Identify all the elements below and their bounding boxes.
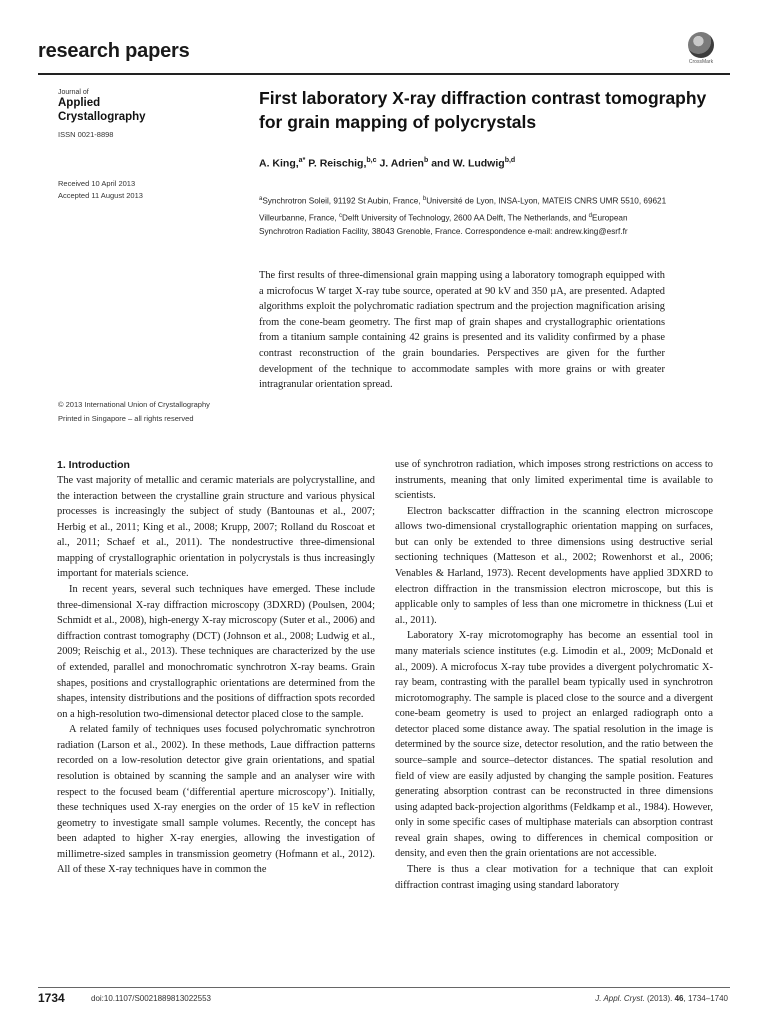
author-affil-mark: b,c (366, 157, 377, 164)
affil-mark: b (422, 196, 427, 202)
section-heading: 1. Introduction (57, 459, 130, 471)
affil-mark: c (338, 212, 342, 219)
affil-mark: a (259, 196, 263, 202)
citation-volume: 46 (674, 994, 684, 1003)
article-title: First laboratory X-ray diffraction contrast tomography for grain mapping of polycrystals (259, 88, 707, 132)
accepted-date: Accepted 11 August 2013 (58, 191, 143, 200)
received-date: Received 10 April 2013 (58, 179, 136, 188)
journal-block (58, 89, 146, 139)
paragraph: Laboratory X-ray microtomography has become an essential tool in many materials science institutes (e.g. Limodin et al., 2009; McDonald et al., 2009). A microfocus X-ray tube provides a divergent polychromatic X-ray beam, contrasting with the parallel beam typically used in synchrotron microtomography. The sample is placed close to the source and a divergent cone-beam geometry is used to project an enlarged radiograph onto a detector placed some distance away. The spatial resolution in the image is determined by the source size, detector resolution, and the ratio between the source–sample and source–detector distances. The spatial resolution and field of view are easily adjusted by changing the sample position. Features generating absorption contrast can be reconstructed in three dimensions using adapted back-projection algorithms (Feldkamp et al., 1984). However, only in some specific cases of multiphase materials can absorption contrast reveal grain shapes, owing to differences in chemical composition or density, and even then the grain orientations are not accessible. (395, 630, 713, 860)
paragraph: use of synchrotron radiation, which imposes strong restrictions on access to instruments, meaning that only limited experimental time is available to scientists. (395, 459, 713, 502)
citation-year: (2013). (644, 994, 675, 1003)
affil-text: European Synchrotron Radiation Facility, 38043 Grenoble, France. Correspondence e-mail: andrew.king@esrf.fr (259, 213, 628, 237)
crossmark-badge[interactable] (686, 32, 716, 65)
author-affil-mark: b,d (504, 157, 516, 164)
paragraph: In recent years, several such techniques have emerged. These include three-dimensional X-ray diffraction microscopy (3DXRD) (Poulsen, 2004; Schmidt et al., 2008), high-energy X-ray microscopy (Suter et al., 2006) and diffraction contrast tomography (DCT) (Johnson et al., 2008; Ludwig et al., 2009; Reischig et al., 2013). These techniques are characterized by the use of extended, parallel and monochromatic synchrotron X-ray beams. Grain shapes, positions and crystallographic orientations are determined from the shapes, intensity distributions and the positions of diffraction spots recorded on a high-resolution two-dimensional detector placed close to the sample. (57, 584, 375, 720)
paragraph: There is thus a clear motivation for a technique that can exploit diffraction contrast imaging using standard laboratory (395, 864, 713, 891)
paragraph: The vast majority of metallic and ceramic materials are polycrystalline, and the interaction between the crystalline grain structure and various physical processes is increasingly the subject of study (Bantounas et al., 2007; Herbig et al., 2011; King et al., 2008; Krupp, 2007; Rolland du Roscoat et al., 2011; Schaef et al., 2011). The nondestructive three-dimensional mapping of crystallographic orientation in polycrystals is thus increasingly important for materials science. (57, 475, 375, 580)
paragraph: Electron backscatter diffraction in the scanning electron microscope allows two-dimensional crystallographic orientation mapping on surfaces, but can only be extended to three dimensions using destructive serial sectioning techniques (Matteson et al., 2002; Rowenhorst et al., 2006; Venables & Harland, 1973). Recent developments have applied 3DXRD to electron diffraction in the transmission electron microscope, but this is applicable only to samples of less than one micrometre in thickness (Lui et al., 2011). (395, 505, 713, 626)
section-header: research papers (38, 40, 190, 62)
doi-link[interactable]: doi:10.1107/S0021889813022553 (91, 994, 211, 1003)
journal-citation (595, 994, 728, 1003)
author-list (259, 157, 515, 170)
affil-text: Delft University of Technology, 2600 AA Delft, The Netherlands, and (341, 213, 589, 223)
copyright-block (58, 398, 210, 426)
affiliations (259, 192, 669, 239)
affil-mark: d (588, 212, 592, 219)
article-dates (58, 178, 143, 202)
printed-line: Printed in Singapore – all rights reserved (58, 414, 194, 423)
journal-name-line1: Applied (58, 97, 101, 109)
right-column (395, 457, 713, 893)
author-affil-mark: b (423, 157, 429, 164)
author-name: A. King, (259, 157, 299, 170)
citation-pages: , 1734–1740 (683, 994, 728, 1003)
crossmark-label: CrossMark (688, 59, 714, 65)
page-number: 1734 (38, 991, 65, 1005)
header-rule (38, 73, 730, 75)
author-name: J. Adrien (379, 157, 424, 170)
affil-text: Université de Lyon, INSA-Lyon, MATEIS CNRS UMR 5510, 69621 Villeurbanne, France, (259, 196, 667, 223)
journal-prefix: Journal of (58, 89, 89, 96)
journal-abbrev: J. Appl. Cryst. (595, 994, 645, 1003)
author-name: and W. Ludwig (431, 157, 505, 170)
copyright-line: © 2013 International Union of Crystallography (58, 400, 210, 409)
footer-rule (38, 987, 730, 988)
left-column (57, 457, 375, 878)
journal-name-line2: Crystallography (58, 111, 146, 123)
abstract: The first results of three-dimensional grain mapping using a laboratory tomograph equipped with a microfocus W target X-ray tube source, operated at 90 kV and 350 µA, are presented. Adapted algorithms exploit the polychromatic radiation spectrum and the projection magnification arising from the cone-beam geometry. The first map of grain shapes and crystallographic orientations from a titanium sample containing 42 grains is presented and its validity confirmed by a phase contrast reconstruction of the grain boundaries. Perspectives are given for the further development of the technique to accommodate samples with more grains or with greater intragranular orientation spread. (259, 270, 665, 391)
journal-issn: ISSN 0021-8898 (58, 130, 114, 139)
author-affil-mark: a* (298, 157, 306, 164)
author-name: P. Reischig, (308, 157, 367, 170)
paragraph: A related family of techniques uses focused polychromatic synchrotron radiation (Larson et al., 2002). In these methods, Laue diffraction patterns recorded on a low-resolution detector give grain orientations, and spatial resolution is obtained by scanning the sample and an analyser wire with respect to the focused beam (‘differential aperture microscopy’). Initially, these techniques used X-ray energies on the order of 15 keV in reflection geometry to investigate small sample volumes. Recently, the concept has been adapted to higher X-ray energies, allowing the investigation of millimetre-sized samples in transmission geometry (Hofmann et al., 2012). All of these X-ray techniques have in common the (57, 724, 375, 876)
affil-text: Synchrotron Soleil, 91192 St Aubin, France, (262, 196, 423, 206)
crossmark-icon (688, 32, 714, 58)
